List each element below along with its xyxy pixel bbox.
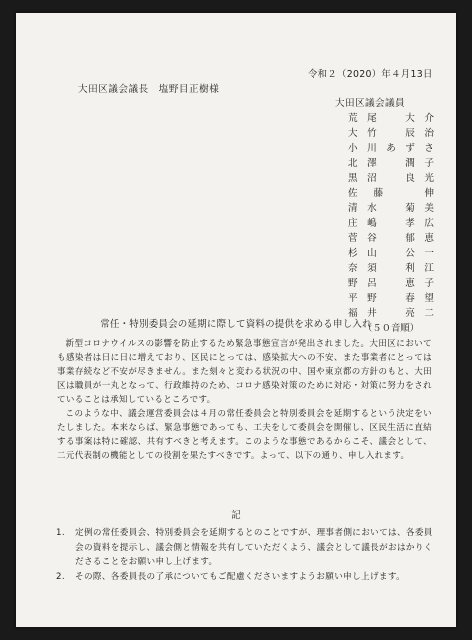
member-name: 黒沼 良光 [348,173,434,184]
member-name: 大竹 辰治 [348,128,434,139]
member-name: 佐藤 伸 [348,188,434,199]
member-name: 福井 亮二 [348,308,434,319]
letter-date: 令和２（2020）年４月13日 [308,69,433,80]
member-name: 菅谷 郁恵 [348,233,434,244]
list-item [56,526,434,570]
sender-title: 大田区議会議員 [335,98,405,109]
member-name: 庄嶋 孝広 [348,218,434,229]
item-number: 2. [56,571,65,582]
recipient: 大田区議会議長 塩野目正樹様 [78,84,220,95]
item-number: 1. [56,528,65,538]
member-list [348,111,434,336]
member-order-note: （５０音順） [362,323,420,334]
member-name: 杉山 公一 [348,248,434,259]
letter-title: 常任・特別委員会の延期に際して資料の提供を求める申し入れ [100,319,372,330]
member-name: 奈須 利江 [348,263,434,274]
member-name: 平野 春望 [348,293,434,304]
member-name: 野呂 恵子 [348,278,434,289]
paragraph: このような中、議会運営委員会は４月の常任委員会と特別委員会を延期するという決定をいたしました。本来ならば、緊急事態であっても、工夫をして委員会を開催し、区民生活に直結する事案は特に確認、共有すべきと考えます。このような事態であるからこそ、議会として、二元代表制の機能としての役割を果たすべきです。よって、以下の通り、申し入れます。 [57,409,432,461]
item-text: その際、各委員長の了承についてもご配慮くださいますようお願い申し上げます。 [75,571,406,582]
item-text: 定例の常任委員会、特別委員会を延期するとのことですが、理事者側においては、各委員会の資料を提示し、議会側と情報を共有していただくよう、議会として議長がおはかりくださることをお願い申し上げます。 [75,528,433,567]
request-items [56,526,434,584]
member-name: 小川あずさ [348,143,434,154]
member-name: 北澤 潤子 [348,158,434,169]
letter-page [16,13,456,627]
ki-heading: 記 [231,510,241,521]
member-name: 清水 菊美 [348,203,434,214]
list-item [56,570,434,585]
paragraph: 新型コロナウイルスの影響を防止するため緊急事態宣言が発出されました。大田区においても感染者は日に日に増えており、区民にとっては、感染拡大への不安、また事業者にとっては事業存続など不安が尽きません。また刻々と変わる状況の中、国や東京都の方針のもと、大田区は職員が一丸となって、行政維持のため、コロナ感染対策のために対応・対策に努力をされていることは承知しているところです。 [57,339,432,405]
letter-body [57,337,432,463]
member-name: 荒尾 大介 [348,113,434,124]
